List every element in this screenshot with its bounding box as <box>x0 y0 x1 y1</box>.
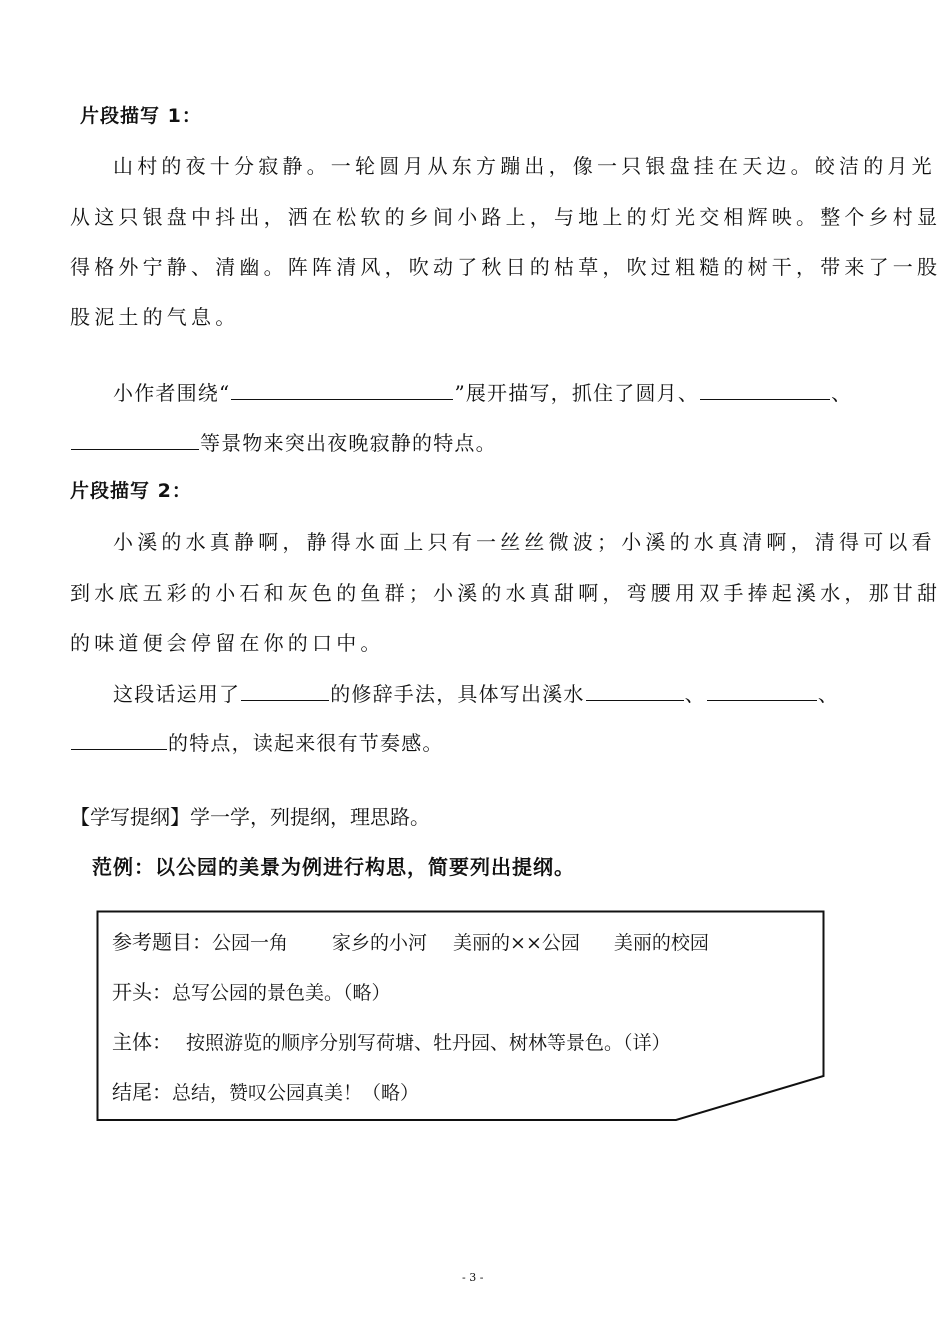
paragraph1-line4: 股泥土的气息。 <box>70 305 240 329</box>
question2-text-a: 这段话运用了 <box>113 682 241 706</box>
question1-text-d: 等景物来突出夜晚寂静的特点。 <box>200 431 497 455</box>
paragraph1-line2: 从这只银盘中抖出，洒在松软的乡间小路上，与地上的灯光交相辉映。整个乡村显 <box>70 205 942 229</box>
section2-heading: 片段描写 2： <box>70 480 192 502</box>
question1-text-c: 、 <box>831 381 853 405</box>
question1-line2 <box>70 427 497 456</box>
question2-line1 <box>113 678 839 707</box>
opening-label: 开头： <box>112 980 172 1004</box>
section1-heading: 片段描写 1： <box>80 105 202 127</box>
box-body-row <box>112 1026 671 1055</box>
body-label: 主体： <box>112 1030 172 1054</box>
answer-blank-feature-3[interactable] <box>71 729 167 750</box>
paragraph1-line1: 山村的夜十分寂静。一轮圆月从东方蹦出，像一只银盘挂在天边。皎洁的月光 <box>113 154 936 178</box>
answer-blank-feature-2[interactable] <box>707 680 817 701</box>
paragraph2-line3: 的味道便会停留在你的口中。 <box>70 631 385 655</box>
body-text: 按照游览的顺序分别写荷塘、牡丹园、树林等景色。（详） <box>186 1032 671 1054</box>
answer-blank-theme[interactable] <box>231 379 453 400</box>
paragraph2-line1: 小溪的水真静啊，静得水面上只有一丝丝微波；小溪的水真清啊，清得可以看 <box>113 530 936 554</box>
answer-blank-scenery-1[interactable] <box>700 379 830 400</box>
box-opening-row <box>112 976 391 1005</box>
box-topics-row <box>112 926 709 955</box>
question2-text-d: 、 <box>817 682 840 706</box>
outline-heading: 【学写提纲】学一学，列提纲，理思路。 <box>70 805 430 829</box>
topic-3: 美丽的××公园 <box>453 932 580 954</box>
ending-text: 总结，赞叹公园真美！（略） <box>172 1082 420 1104</box>
topics-label: 参考题目： <box>112 930 212 954</box>
question1-text-a: 小作者围绕“ <box>113 381 231 405</box>
page-number: - 3 - <box>462 1271 484 1284</box>
topic-4: 美丽的校园 <box>613 932 709 954</box>
topic-2: 家乡的小河 <box>332 932 428 954</box>
question1-text-b: ”展开描写，抓住了圆月、 <box>454 381 700 405</box>
question2-text-c: 、 <box>684 682 706 706</box>
question2-line2 <box>70 727 444 756</box>
answer-blank-feature-1[interactable] <box>586 680 684 701</box>
question2-text-b: 的修辞手法，具体写出溪水 <box>330 682 585 706</box>
answer-blank-scenery-2[interactable] <box>71 429 199 450</box>
paragraph2-line2: 到水底五彩的小石和灰色的鱼群；小溪的水真甜啊，弯腰用双手捧起溪水，那甘甜 <box>70 581 942 605</box>
topic-1: 公园一角 <box>212 932 289 954</box>
opening-text: 总写公园的景色美。（略） <box>172 982 391 1004</box>
question1-line1 <box>113 377 852 406</box>
ending-label: 结尾： <box>112 1080 172 1104</box>
paragraph1-line3: 得格外宁静、清幽。阵阵清风，吹动了秋日的枯草，吹过粗糙的树干，带来了一股 <box>70 255 942 279</box>
answer-blank-rhetoric[interactable] <box>241 680 329 701</box>
outline-example: 范例：以公园的美景为例进行构思，简要列出提纲。 <box>92 855 575 879</box>
box-ending-row <box>112 1076 419 1105</box>
question2-text-e: 的特点，读起来很有节奏感。 <box>168 731 444 755</box>
